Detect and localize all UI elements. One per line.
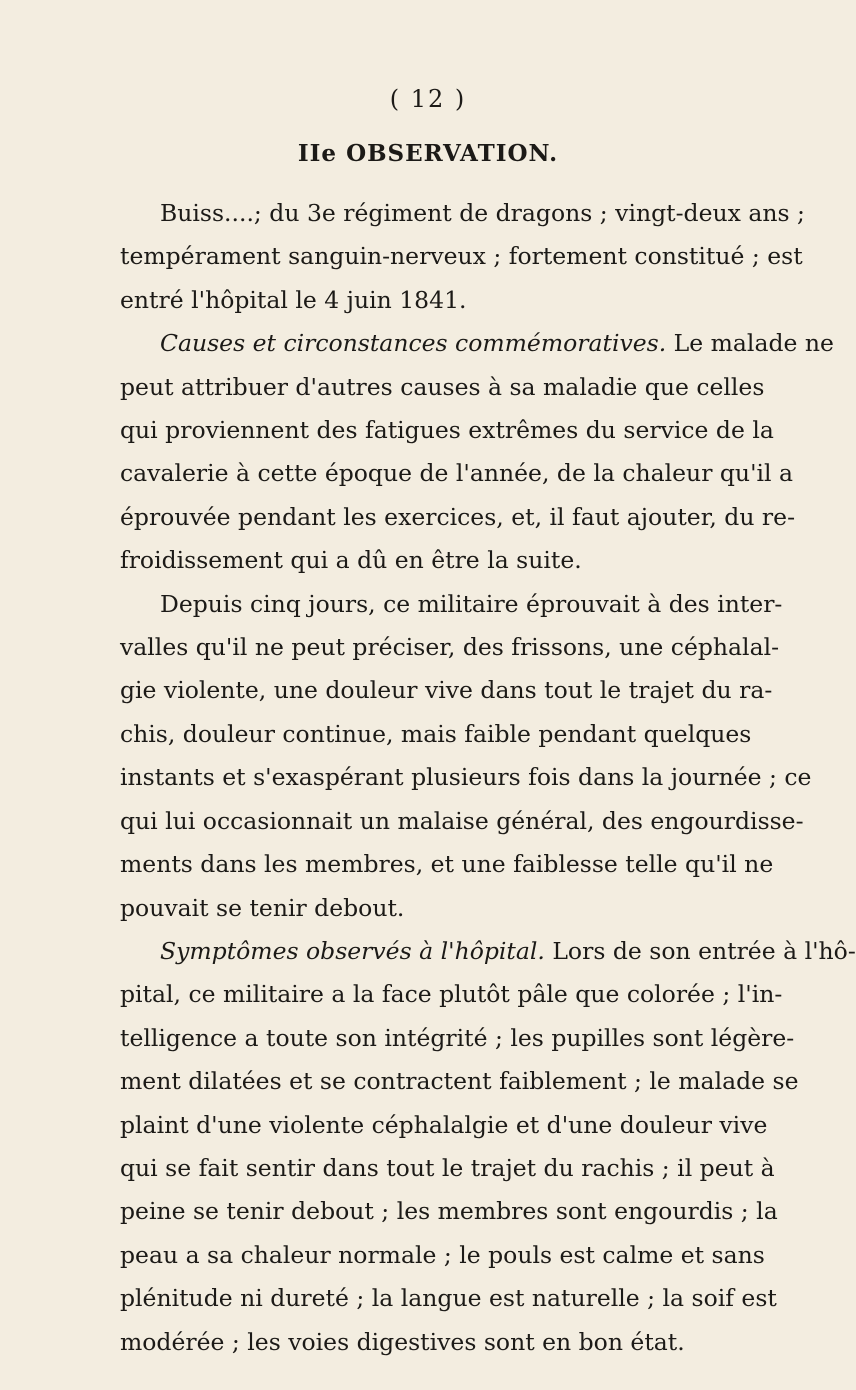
text-line: pital, ce militaire a la face plutôt pâle que colorée ; l'in- [120, 980, 783, 1009]
text-fragment: Lors de son entrée à l'hô- [544, 936, 856, 965]
text-line: ment dilatées et se contractent faiblement ; le malade se [120, 1067, 799, 1096]
text-line [120, 930, 856, 973]
section-lead-symptoms: Symptômes observés à l'hôpital. [160, 936, 545, 965]
paragraph-patient-info [120, 192, 805, 322]
text-line: instants et s'exaspérant plusieurs fois dans la journée ; ce [120, 763, 812, 792]
paragraph-history [120, 583, 812, 930]
text-line: chis, douleur continue, mais faible pendant quelques [120, 719, 752, 748]
text-line: Buiss....; du 3e régiment de dragons ; vingt-deux ans ; [160, 199, 805, 227]
text-line: froidissement qui a dû en être la suite. [120, 546, 582, 575]
text-line: peau a sa chaleur normale ; le pouls est calme et sans [120, 1240, 765, 1269]
page-number: ( 12 ) [389, 85, 467, 113]
text-line: qui lui occasionnait un malaise général, des engourdisse- [120, 806, 804, 835]
text-line: Depuis cinq jours, ce militaire éprouvait à des inter- [160, 589, 783, 618]
text-line: peut attribuer d'autres causes à sa maladie que celles [120, 372, 765, 401]
text-line: plaint d'une violente céphalalgie et d'une douleur vive [120, 1110, 768, 1139]
text-line: modérée ; les voies digestives sont en bon état. [120, 1327, 685, 1356]
text-line: plénitude ni dureté ; la langue est naturelle ; la soif est [120, 1284, 777, 1313]
paragraph-symptoms [120, 930, 856, 1364]
text-line: tempérament sanguin-nerveux ; fortement constitué ; est [120, 242, 803, 271]
section-lead-causes: Causes et circonstances commémoratives. [160, 329, 667, 358]
text-line [120, 322, 834, 365]
paragraph-causes [120, 322, 834, 582]
text-line: entré l'hôpital le 4 juin 1841. [120, 285, 467, 314]
text-line: peine se tenir debout ; les membres sont engourdis ; la [120, 1197, 778, 1226]
text-line: cavalerie à cette époque de l'année, de la chaleur qu'il a [120, 459, 794, 488]
text-line: éprouvée pendant les exercices, et, il faut ajouter, du re- [120, 502, 796, 531]
text-fragment: Le malade ne [666, 329, 834, 358]
text-line: pouvait se tenir debout. [120, 893, 405, 922]
text-line: qui proviennent des fatigues extrêmes du service de la [120, 416, 774, 445]
text-line: qui se fait sentir dans tout le trajet du rachis ; il peut à [120, 1153, 775, 1182]
text-line: telligence a toute son intégrité ; les pupilles sont légère- [120, 1023, 795, 1052]
text-line: ments dans les membres, et une faiblesse telle qu'il ne [120, 850, 774, 879]
text-line: valles qu'il ne peut préciser, des frissons, une céphalal- [120, 633, 780, 662]
observation-heading: IIe OBSERVATION. [297, 140, 559, 167]
text-line: gie violente, une douleur vive dans tout le trajet du ra- [120, 676, 773, 705]
